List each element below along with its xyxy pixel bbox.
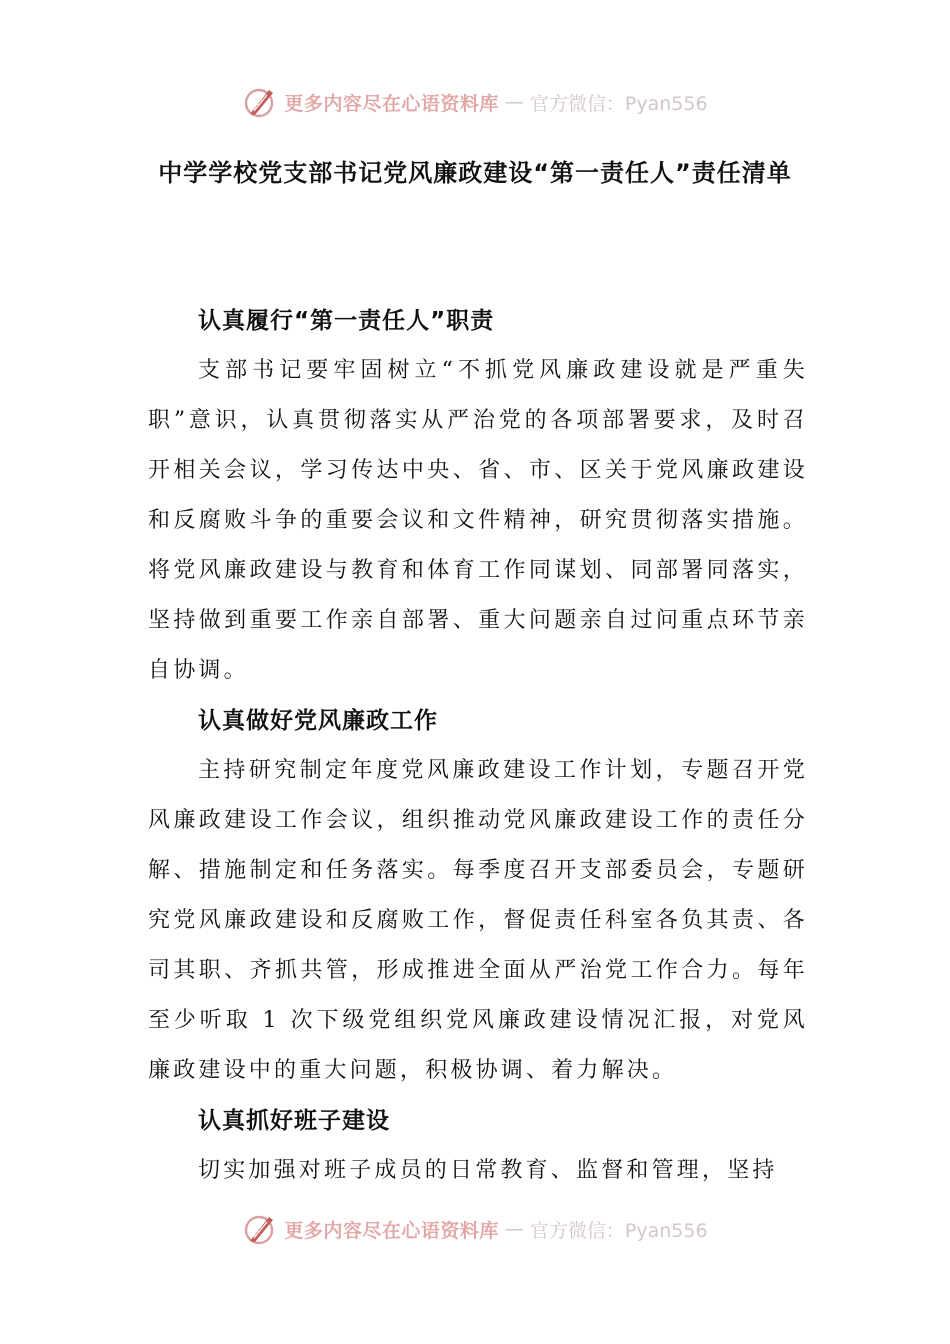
document-body — [148, 296, 808, 1196]
watermark-text: 更多内容尽在心语资料库 — [284, 92, 499, 115]
document-title: 中学学校党支部书记党风廉政建设“第一责任人”责任清单 — [158, 159, 792, 187]
watermark-separator: — — [504, 1218, 524, 1240]
section-paragraph: 主持研究制定年度党风廉政建设工作计划，专题召开党风廉政建设工作会议，组织推动党风廉政建设工作的责任分解、措施制定和任务落实。每季度召开支部委员会，专题研究党风廉政建设和反腐败工作，督促责任科室各负其责、各司其职、齐抓共管，形成推进全面从严治党工作合力。每年至少听取 1 次下级党组织党风廉政建设情况汇报，对党风廉政建设中的重大问题，积极协调、着力解决。 — [148, 758, 808, 1083]
section-paragraph: 切实加强对班子成员的日常教育、监督和管理，坚持 — [198, 1158, 778, 1183]
watermark-wechat: 官方微信：Pyan556 — [529, 1219, 708, 1242]
header-watermark — [0, 82, 950, 122]
section-heading: 认真履行“第一责任人”职责 — [198, 308, 495, 334]
feather-pen-circle-icon — [242, 84, 278, 120]
section-heading: 认真做好党风廉政工作 — [198, 708, 438, 734]
footer-watermark — [0, 1209, 950, 1249]
feather-pen-circle-icon — [242, 1211, 278, 1247]
watermark-text: 更多内容尽在心语资料库 — [284, 1219, 499, 1242]
section-heading: 认真抓好班子建设 — [198, 1108, 390, 1134]
watermark-separator: — — [504, 91, 524, 113]
watermark-wechat: 官方微信：Pyan556 — [529, 92, 708, 115]
section-paragraph: 支部书记要牢固树立“不抓党风廉政建设就是严重失职”意识，认真贯彻落实从严治党的各项部署要求，及时召开相关会议，学习传达中央、省、市、区关于党风廉政建设和反腐败斗争的重要会议和文件精神，研究贯彻落实措施。将党风廉政建设与教育和体育工作同谋划、同部署同落实，坚持做到重要工作亲自部署、重大问题亲自过问重点环节亲自协调。 — [148, 358, 808, 683]
